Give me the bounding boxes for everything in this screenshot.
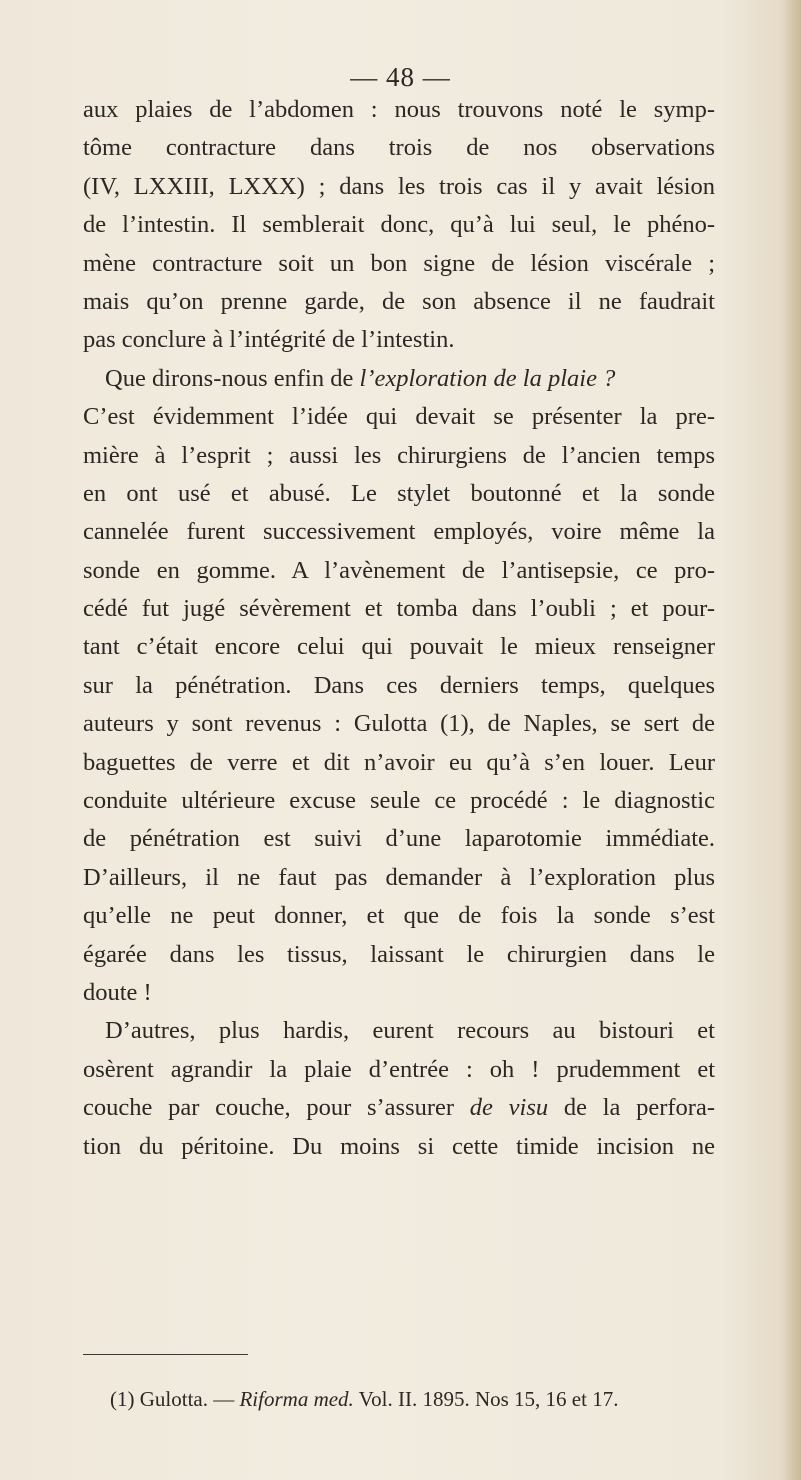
page-edge-shadow [783, 0, 801, 1480]
text-line: de l’intestin. Il semblerait donc, qu’à lui seul, le phéno- [83, 211, 715, 239]
text-line: auteurs y sont revenus : Gulotta (1), de Naples, se sert de [83, 710, 715, 738]
text-line: conduite ultérieure excuse seule ce procédé : le diagnostic [83, 787, 715, 815]
text-line: cannelée furent successivement employés, voire même la [83, 518, 715, 546]
text-line: mais qu’on prenne garde, de son absence il ne faudrait [83, 287, 715, 315]
text-line: aux plaies de l’abdomen : nous trouvons noté le symp- [83, 96, 715, 123]
body-text [83, 91, 715, 1166]
text-line: tôme contracture dans trois de nos observations [83, 134, 715, 162]
italic-phrase: de visu [469, 1094, 549, 1122]
text-line: D’ailleurs, il ne faut pas demander à l’exploration plus [83, 863, 715, 891]
text-line: C’est évidemment l’idée qui devait se présenter la pre- [83, 403, 715, 431]
page-number: — 48 — [350, 62, 451, 92]
text-line: en ont usé et abusé. Le stylet boutonné et la sonde [83, 479, 715, 507]
journal-title: Riforma med. [239, 1387, 354, 1411]
text-line: osèrent agrandir la plaie d’entrée : oh ! prudemment et [83, 1055, 715, 1083]
text-line: de pénétration est suivi d’une laparotomie immédiate. [83, 825, 715, 853]
footnote: (1) Gulotta. — Riforma med. Vol. II. 1895. Nos 15, 16 et 17. [110, 1387, 619, 1411]
text-line: tion du péritoine. Du moins si cette timide incision ne [83, 1132, 715, 1160]
text-line: pas conclure à l’intégrité de l’intestin. [83, 326, 455, 354]
text-line: doute ! [83, 978, 152, 1006]
footnote-rule [83, 1354, 248, 1355]
text-line: mène contracture soit un bon signe de lésion viscérale ; [83, 249, 715, 277]
text-line: mière à l’esprit ; aussi les chirurgiens de l’ancien temps [83, 441, 715, 469]
text-line: sonde en gomme. A l’avènement de l’antisepsie, ce pro- [83, 556, 715, 584]
text-line: baguettes de verre et dit n’avoir eu qu’à s’en louer. Leur [83, 748, 715, 776]
italic-phrase: l’exploration de la plaie ? [359, 364, 616, 392]
text-line: sur la pénétration. Dans ces derniers temps, quelques [83, 671, 715, 699]
text-line: D’autres, plus hardis, eurent recours au bistouri et [105, 1017, 715, 1045]
text-line: (IV, LXXIII, LXXX) ; dans les trois cas il y avait lésion [83, 172, 715, 200]
text-line: couche par couche, pour s’assurer de visu de la perfora- [83, 1094, 716, 1122]
text-line: tant c’était encore celui qui pouvait le mieux renseigner [83, 633, 715, 661]
text-line: Que dirons-nous enfin de l’exploration de la plaie ? [105, 364, 616, 392]
text-line: cédé fut jugé sévèrement et tomba dans l’oubli ; et pour- [83, 595, 715, 623]
text-line: égarée dans les tissus, laissant le chirurgien dans le [83, 940, 715, 968]
text-line: qu’elle ne peut donner, et que de fois la sonde s’est [83, 902, 715, 930]
